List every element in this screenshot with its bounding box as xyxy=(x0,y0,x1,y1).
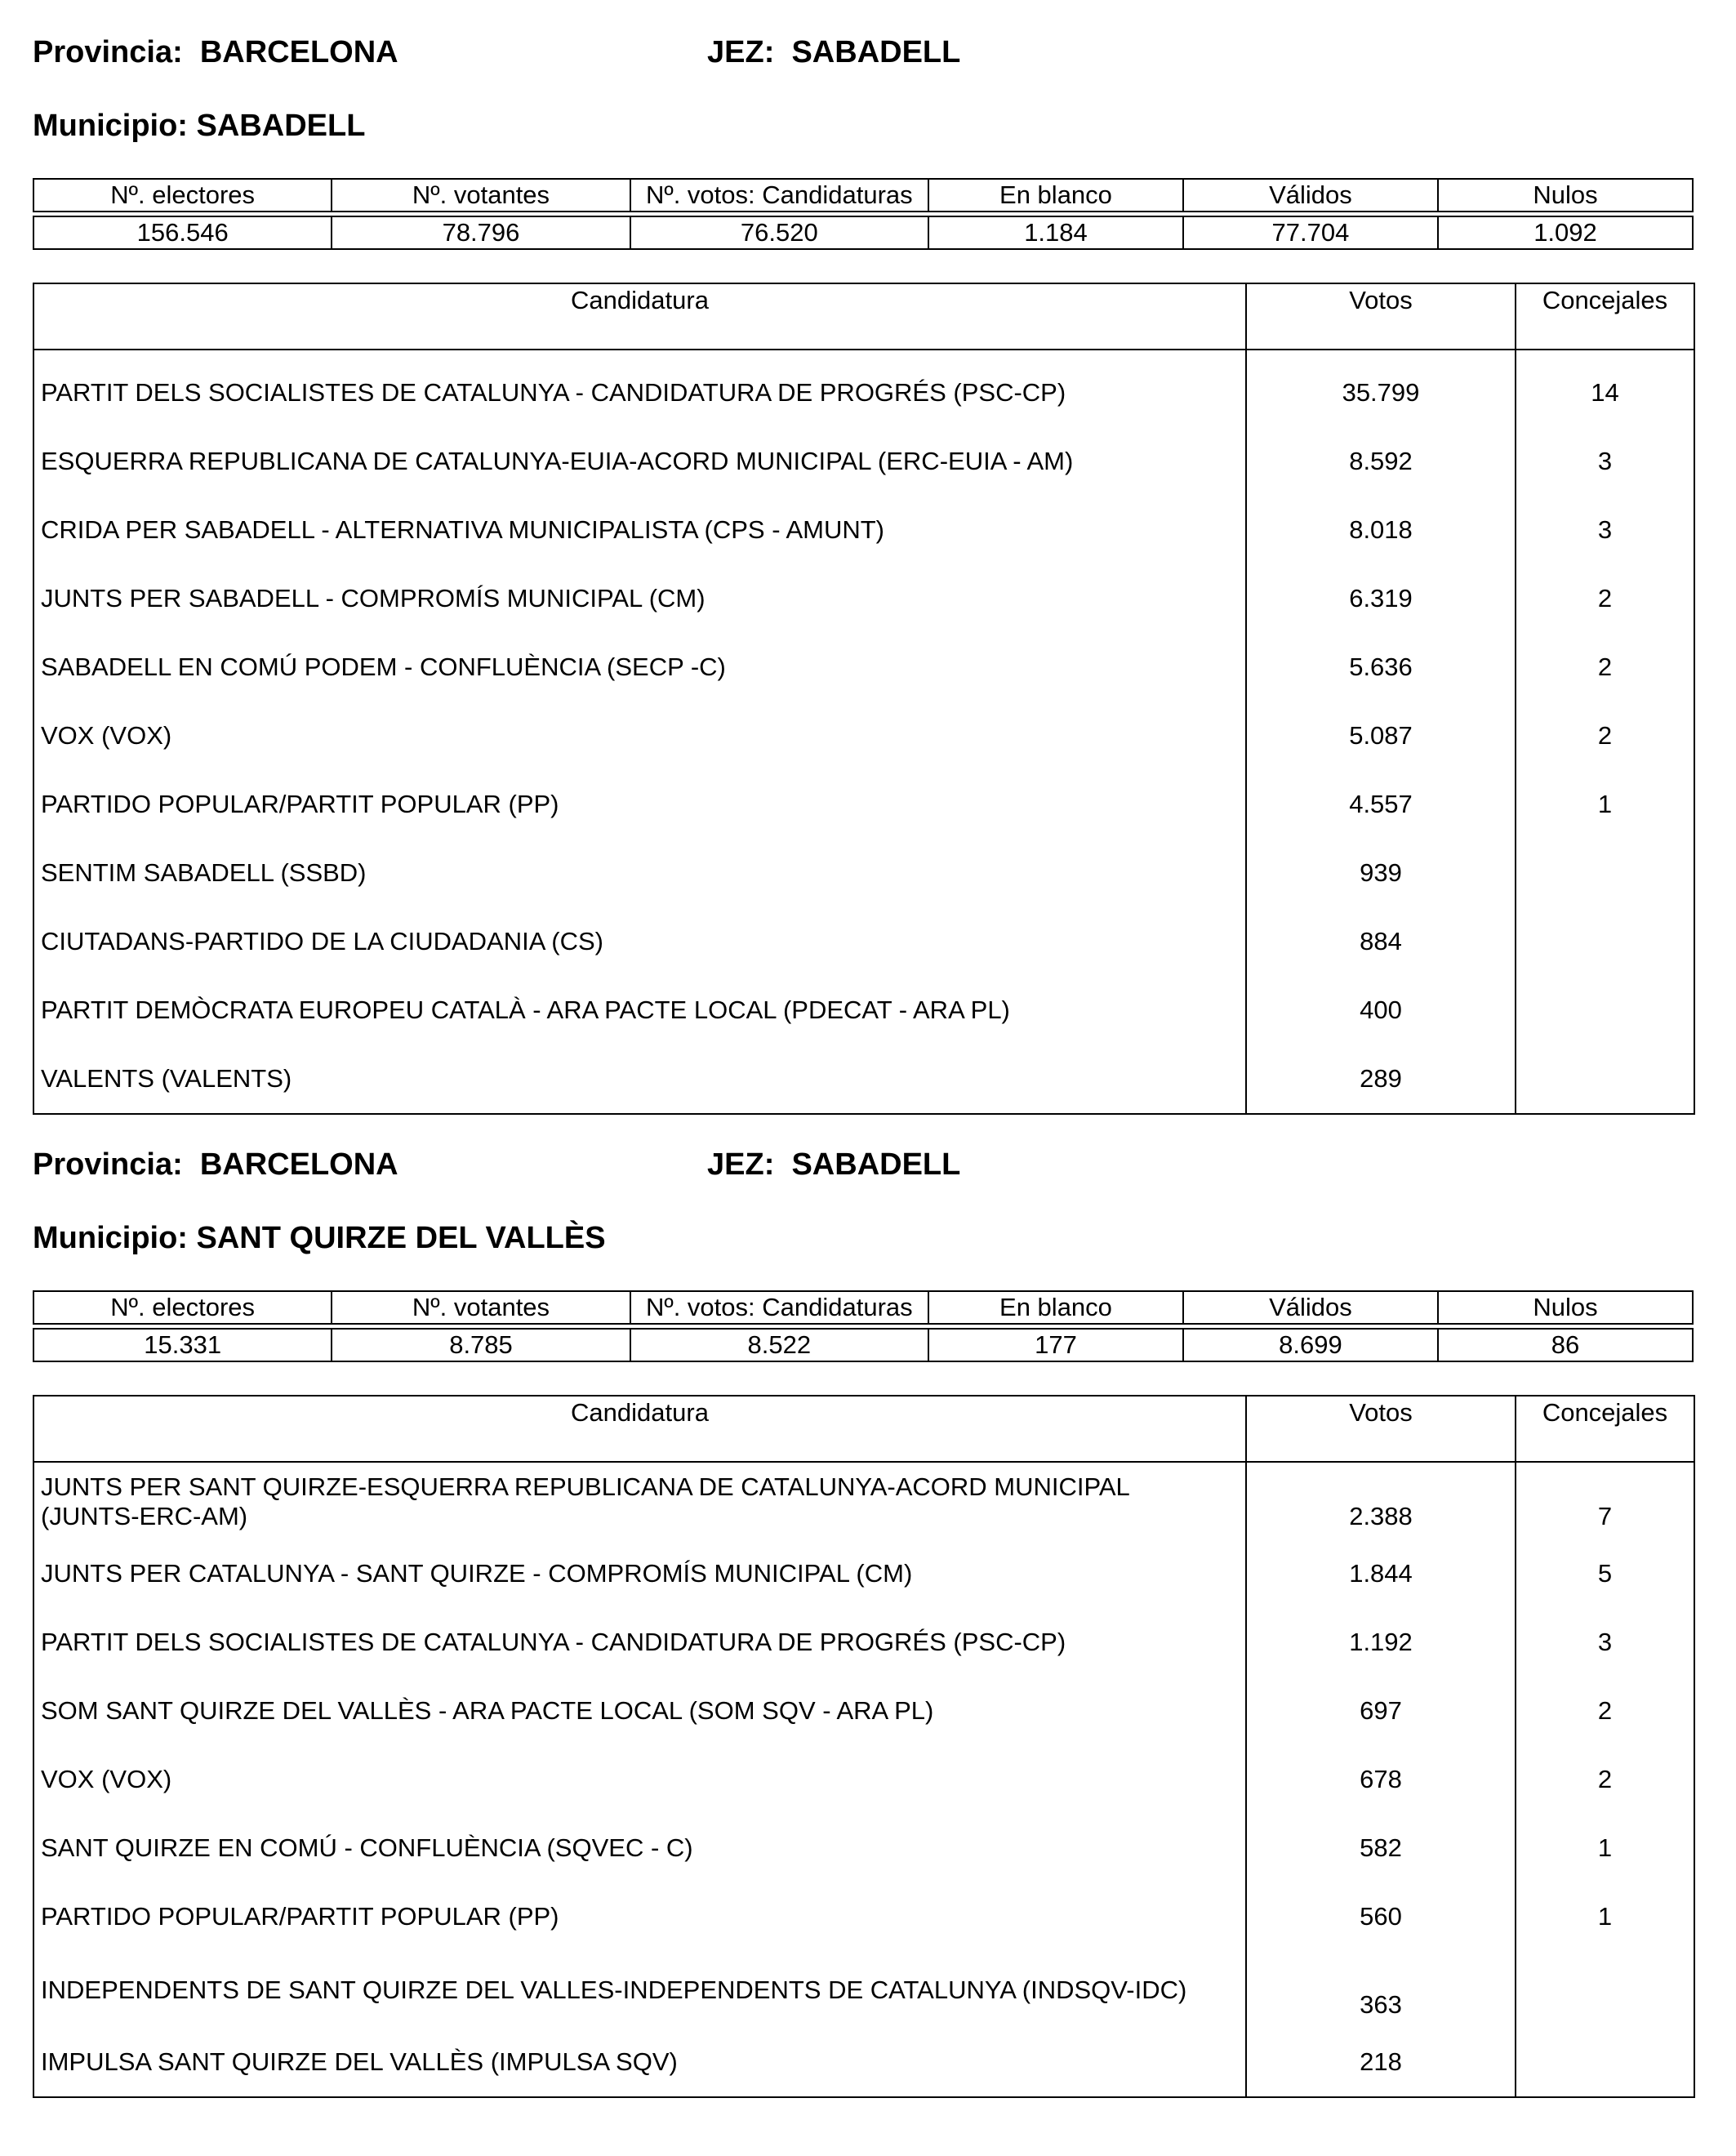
concejales-value: 2 xyxy=(1516,1745,1694,1814)
table-row xyxy=(33,496,1694,564)
table-row xyxy=(33,564,1694,633)
summary-value-cell: 15.331 xyxy=(33,1329,332,1361)
concejales-value: 2 xyxy=(1516,633,1694,702)
table-row xyxy=(33,633,1694,702)
candidaturas-table xyxy=(33,1395,1695,2098)
summary-header-cell: Válidos xyxy=(1183,179,1438,212)
concejales-value xyxy=(1516,1951,1694,2028)
candidatura-name: PARTIDO POPULAR/PARTIT POPULAR (PP) xyxy=(41,1902,559,1931)
summary-value-row xyxy=(33,1329,1693,1361)
concejales-value: 1 xyxy=(1516,1882,1694,1951)
summary-header-cell: Nº. votos: Candidaturas xyxy=(630,1291,928,1324)
summary-header-cell: Nulos xyxy=(1438,1291,1693,1324)
summary-value-cell: 8.785 xyxy=(332,1329,630,1361)
candidatura-name: SANT QUIRZE EN COMÚ - CONFLUÈNCIA (SQVEC - C) xyxy=(41,1833,693,1862)
summary-header-cell: En blanco xyxy=(928,1291,1183,1324)
concejales-value: 2 xyxy=(1516,702,1694,770)
table-row xyxy=(33,350,1694,427)
votos-value: 697 xyxy=(1246,1677,1516,1745)
table-row xyxy=(33,1677,1694,1745)
votos-value: 939 xyxy=(1246,839,1516,907)
summary-header-cell: Válidos xyxy=(1183,1291,1438,1324)
table-row xyxy=(33,1951,1694,2028)
candidatura-name: JUNTS PER SABADELL - COMPROMÍS MUNICIPAL (CM) xyxy=(41,584,706,612)
table-row xyxy=(33,770,1694,839)
summary-value-cell: 8.699 xyxy=(1183,1329,1438,1361)
votos-value: 400 xyxy=(1246,976,1516,1045)
summary-value-cell: 86 xyxy=(1438,1329,1693,1361)
summary-value-cell: 8.522 xyxy=(630,1329,928,1361)
table-row xyxy=(33,1745,1694,1814)
votos-value: 363 xyxy=(1246,1951,1516,2028)
col-votos-header: Votos xyxy=(1246,283,1516,350)
candidatura-name: SOM SANT QUIRZE DEL VALLÈS - ARA PACTE LOCAL (SOM SQV - ARA PL) xyxy=(41,1696,934,1725)
candidatura-name: VOX (VOX) xyxy=(41,721,172,750)
municipio-header: Municipio: SABADELL xyxy=(33,109,366,143)
candidatura-name: PARTIT DELS SOCIALISTES DE CATALUNYA - CANDIDATURA DE PROGRÉS (PSC-CP) xyxy=(41,378,1066,407)
table-row xyxy=(33,1539,1694,1608)
votos-value: 1.844 xyxy=(1246,1539,1516,1608)
summary-header-row xyxy=(33,1291,1693,1324)
concejales-value xyxy=(1516,2028,1694,2097)
summary-header-cell: En blanco xyxy=(928,179,1183,212)
summary-value-cell: 156.546 xyxy=(33,216,332,249)
table-row xyxy=(33,1045,1694,1114)
concejales-value: 5 xyxy=(1516,1539,1694,1608)
candidaturas-header-row xyxy=(33,1396,1694,1462)
jez-header: JEZ: SABADELL xyxy=(707,35,961,69)
table-row xyxy=(33,907,1694,976)
concejales-value: 7 xyxy=(1516,1462,1694,1539)
col-candidatura-header: Candidatura xyxy=(33,1396,1246,1462)
votos-value: 884 xyxy=(1246,907,1516,976)
table-row xyxy=(33,702,1694,770)
concejales-value xyxy=(1516,839,1694,907)
provincia-header: Provincia: BARCELONA xyxy=(33,1147,398,1182)
candidatura-name: ESQUERRA REPUBLICANA DE CATALUNYA-EUIA-ACORD MUNICIPAL (ERC-EUIA - AM) xyxy=(41,447,1074,475)
table-row xyxy=(33,2028,1694,2097)
col-concejales-header: Concejales xyxy=(1516,1396,1694,1462)
candidatura-name: CIUTADANS-PARTIDO DE LA CIUDADANIA (CS) xyxy=(41,927,603,956)
summary-header-cell: Nº. electores xyxy=(33,179,332,212)
concejales-value: 3 xyxy=(1516,1608,1694,1677)
candidatura-name: VALENTS (VALENTS) xyxy=(41,1064,292,1093)
concejales-value: 1 xyxy=(1516,770,1694,839)
concejales-value xyxy=(1516,907,1694,976)
jez-header: JEZ: SABADELL xyxy=(707,1147,961,1182)
summary-value-cell: 1.092 xyxy=(1438,216,1693,249)
summary-value-cell: 77.704 xyxy=(1183,216,1438,249)
votos-value: 678 xyxy=(1246,1745,1516,1814)
table-row xyxy=(33,1814,1694,1882)
summary-header-cell: Nulos xyxy=(1438,179,1693,212)
table-row xyxy=(33,1608,1694,1677)
votos-value: 289 xyxy=(1246,1045,1516,1114)
votos-value: 218 xyxy=(1246,2028,1516,2097)
concejales-value xyxy=(1516,1045,1694,1114)
candidatura-name: JUNTS PER CATALUNYA - SANT QUIRZE - COMPROMÍS MUNICIPAL (CM) xyxy=(41,1559,913,1588)
concejales-value: 1 xyxy=(1516,1814,1694,1882)
summary-table xyxy=(33,178,1694,250)
votos-value: 8.592 xyxy=(1246,427,1516,496)
votos-value: 2.388 xyxy=(1246,1462,1516,1539)
summary-header-cell: Nº. votantes xyxy=(332,1291,630,1324)
votos-value: 1.192 xyxy=(1246,1608,1516,1677)
table-row xyxy=(33,1462,1694,1539)
table-row xyxy=(33,839,1694,907)
concejales-value xyxy=(1516,976,1694,1045)
candidatura-name: INDEPENDENTS DE SANT QUIRZE DEL VALLES-INDEPENDENTS DE CATALUNYA (INDSQV-IDC) xyxy=(41,1976,1187,2004)
concejales-value: 14 xyxy=(1516,350,1694,427)
candidatura-name: IMPULSA SANT QUIRZE DEL VALLÈS (IMPULSA SQV) xyxy=(41,2047,678,2076)
candidatura-name: VOX (VOX) xyxy=(41,1765,172,1793)
candidatura-name: PARTIT DEMÒCRATA EUROPEU CATALÀ - ARA PACTE LOCAL (PDECAT - ARA PL) xyxy=(41,996,1010,1024)
votos-value: 582 xyxy=(1246,1814,1516,1882)
summary-value-cell: 177 xyxy=(928,1329,1183,1361)
summary-header-cell: Nº. votos: Candidaturas xyxy=(630,179,928,212)
table-row xyxy=(33,976,1694,1045)
candidatura-name: JUNTS PER SANT QUIRZE-ESQUERRA REPUBLICANA DE CATALUNYA-ACORD MUNICIPAL (JUNTS-ERC-AM) xyxy=(41,1472,1129,1530)
concejales-value: 2 xyxy=(1516,564,1694,633)
votos-value: 8.018 xyxy=(1246,496,1516,564)
summary-header-cell: Nº. electores xyxy=(33,1291,332,1324)
table-row xyxy=(33,427,1694,496)
summary-header-row xyxy=(33,179,1693,212)
summary-value-cell: 78.796 xyxy=(332,216,630,249)
summary-table xyxy=(33,1290,1694,1362)
candidaturas-table xyxy=(33,283,1695,1115)
votos-value: 5.636 xyxy=(1246,633,1516,702)
votos-value: 560 xyxy=(1246,1882,1516,1951)
col-candidatura-header: Candidatura xyxy=(33,283,1246,350)
provincia-header: Provincia: BARCELONA xyxy=(33,35,398,69)
concejales-value: 3 xyxy=(1516,496,1694,564)
candidaturas-header-row xyxy=(33,283,1694,350)
municipio-header: Municipio: SANT QUIRZE DEL VALLÈS xyxy=(33,1221,606,1255)
votos-value: 6.319 xyxy=(1246,564,1516,633)
votos-value: 4.557 xyxy=(1246,770,1516,839)
candidatura-name: PARTIT DELS SOCIALISTES DE CATALUNYA - CANDIDATURA DE PROGRÉS (PSC-CP) xyxy=(41,1628,1066,1656)
col-votos-header: Votos xyxy=(1246,1396,1516,1462)
summary-value-cell: 1.184 xyxy=(928,216,1183,249)
concejales-value: 3 xyxy=(1516,427,1694,496)
concejales-value: 2 xyxy=(1516,1677,1694,1745)
col-concejales-header: Concejales xyxy=(1516,283,1694,350)
summary-value-row xyxy=(33,216,1693,249)
candidatura-name: CRIDA PER SABADELL - ALTERNATIVA MUNICIPALISTA (CPS - AMUNT) xyxy=(41,515,884,544)
summary-value-cell: 76.520 xyxy=(630,216,928,249)
table-row xyxy=(33,1882,1694,1951)
candidatura-name: SENTIM SABADELL (SSBD) xyxy=(41,858,367,887)
candidatura-name: PARTIDO POPULAR/PARTIT POPULAR (PP) xyxy=(41,790,559,818)
candidatura-name: SABADELL EN COMÚ PODEM - CONFLUÈNCIA (SECP -C) xyxy=(41,653,726,681)
summary-header-cell: Nº. votantes xyxy=(332,179,630,212)
votos-value: 5.087 xyxy=(1246,702,1516,770)
votos-value: 35.799 xyxy=(1246,350,1516,427)
